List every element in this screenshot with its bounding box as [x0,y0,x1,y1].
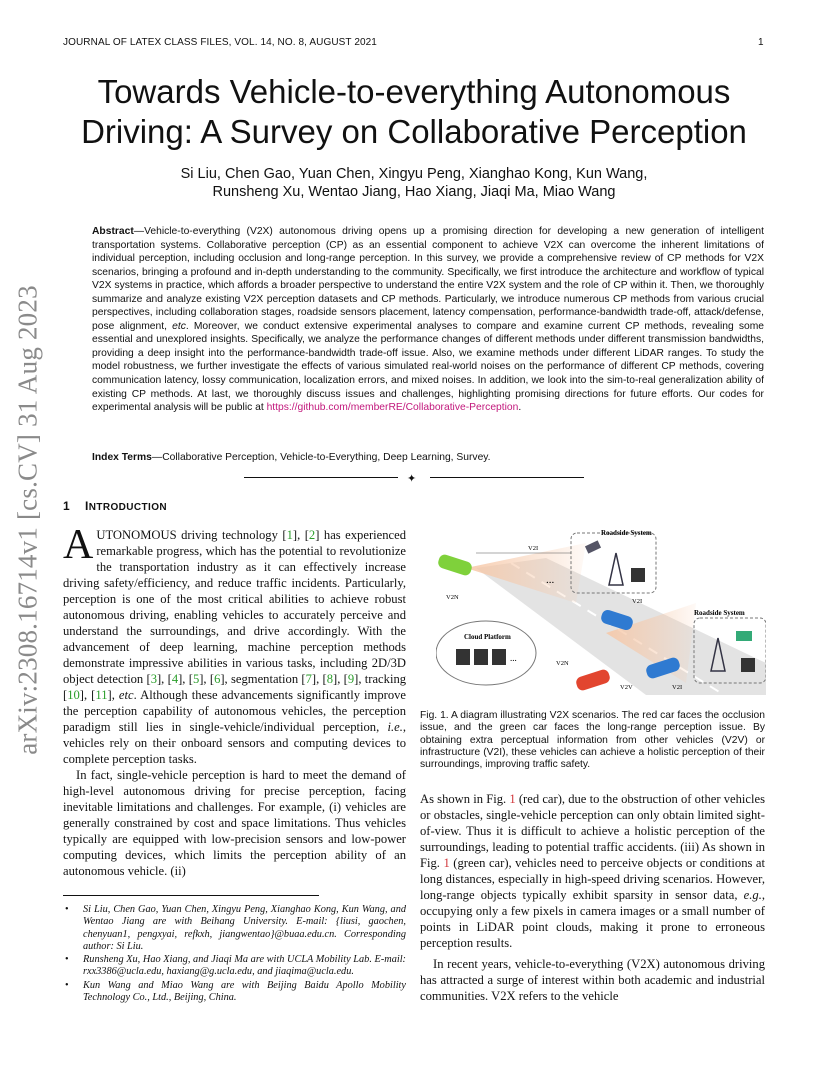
red-car [575,668,612,692]
camera-icon [585,540,601,553]
abstract-etc: etc [172,320,186,332]
section-title-rest: NTRODUCTION [88,502,168,513]
cloud-label: Cloud Platform [464,633,511,641]
index-terms-body: —Collaborative Perception, Vehicle-to-Everything, Deep Learning, Survey. [151,452,491,463]
v2i-top-label: V2I [528,545,539,552]
etc-italic: etc [118,688,134,702]
running-head: JOURNAL OF LATEX CLASS FILES, VOL. 14, NO. 8, AUGUST 2021 [63,37,377,48]
server-icon [741,658,755,672]
server-icon [492,649,506,665]
p1-text-b: ], [ [292,528,309,542]
sep-9: ], [107,688,119,702]
sep-2: ], [ [178,672,193,686]
rp1-text-d: , occupying only a few pixels in camera images or a small number of points in LiDAR point clouds, making it prone to erroneous perception results. [420,888,765,950]
server-icon [631,568,645,582]
footnote-item: • Runsheng Xu, Hao Xiang, and Jiaqi Ma are with UCLA Mobility Lab. E-mail: rxx3386@ucla.edu, haxiang@g.ucla.edu, and jiaqima@ucla.edu. [63,954,406,979]
footnote-item: • Kun Wang and Miao Wang are with Beijing Baidu Apollo Mobility Technology Co., Ltd., Beijing, China. [63,980,406,1005]
drop-cap: A [63,522,94,568]
tower-icon [609,553,623,585]
abstract [92,225,764,415]
figure-caption: Fig. 1. A diagram illustrating V2X scenarios. The red car faces the occlusion issue, and the green car faces the long-range perception issue. By obtaining extra perceptual information from other vehicles (V2V) or infrastructure (V2I), these vehicles can achieve a holistic perception of their surroundings, improving traffic safety. [420,710,765,771]
abstract-end: . [518,402,522,414]
sep-1: ], [ [156,672,172,686]
citation-7[interactable]: 7 [305,672,312,686]
footnote-item: • Si Liu, Chen Gao, Yuan Chen, Xingyu Peng, Xianghao Kong, Kun Wang, and Wentao Jiang are with Beihang University. E-mail: {liusi, gaochen, chenyuan1, pengxyai, refkxh, jiangwentao}@buaa.edu.cn. Corresponding author: Si Liu. [63,904,406,953]
v2n-left-label: V2N [446,594,459,601]
footnote-rule [63,895,319,896]
authors-line-1: Si Liu, Chen Gao, Yuan Chen, Xingyu Peng, Xianghao Kong, Kun Wang, [180,166,648,182]
sep-3: ], [ [199,672,215,686]
v2n-mid-label: V2N [556,660,569,667]
citation-4[interactable]: 4 [171,672,179,686]
abstract-label: Abstract [92,226,134,237]
v2i-right-label: V2I [672,684,683,691]
server-icon [456,649,470,665]
citation-2[interactable]: 2 [308,528,316,542]
divider-line-left [244,477,398,478]
citation-3[interactable]: 3 [150,672,157,686]
sep-7: ], tracking [ [63,672,407,702]
citation-6[interactable]: 6 [214,672,221,686]
paper-title [63,72,765,152]
green-car [437,553,474,577]
p1-text-c: ] has experienced remarkable progress, which has the potential to revolutionize the transportation industry as it can effectively increase driving safety/efficiency, and reduce traffic incidents. Particularly, perception is one of the most critical abilities to achieve robust autonomous driving, enabling vehicles to accurately perceive and understand the surroundings, and drive accordingly. With the advancement of deep learning, machine perception methods demonstrate impressive abilities in various tasks, including 2D/3D object detection [ [63,528,407,686]
section-title-first: I [85,499,89,513]
arxiv-stamp-text: arXiv:2308.16714v1 [cs.CV] 31 Aug 2023 [12,284,43,755]
abstract-body-2: . Moreover, we conduct extensive experimental analyses to compare and examine current CP methods, revealing some essential and unexplored insights. Specifically, we analyze the performance changes of different methods under different transmission bandwidths, providing a deep insight into the performance-bandwidth trade-off issue. Also, we examine methods under different LiDAR ranges. To study the model robustness, we further investigate the effects of various simulated real-world noises on the performance of different CP methods, covering communication latency, lossy communication, localization errors, and mixed noises. In addition, we look into the sim-to-real generalization ability of existing CP methods. At last, we thoroughly discuss issues and challenges, highlighting promising directions for future efforts. Our codes for experimental analysis will be public at [92,320,765,414]
p1-text-d: . Although these advancements significantly improve the perception capability of autonomous vehicles, the perception paradigm still lies in single-vehicle/individual perception, [63,688,407,734]
figure-ref-2[interactable]: 1 [443,856,450,870]
v2i-mid-label: V2I [632,598,643,605]
server-icon [474,649,488,665]
section-divider [244,472,584,485]
ie-italic: i.e. [387,720,403,734]
rp1-text-a: As shown in Fig. [420,792,510,806]
authors-line-2: Runsheng Xu, Wentao Jiang, Hao Xiang, Jiaqi Ma, Miao Wang [212,184,616,200]
code-link[interactable]: https://github.com/memberRE/Collaborative-Perception [266,402,519,414]
intro-paragraph-1 [63,522,407,767]
eg-italic: e.g. [743,888,762,902]
sep-4: ], segmentation [ [220,672,306,686]
index-terms [92,451,764,465]
p1-text-e: , vehicles rely on their onboard sensors and computing devices to complete perception tasks. [63,720,406,766]
roadside-top-label: Roadside System [601,529,652,537]
section-heading [63,499,167,513]
citation-10[interactable]: 10 [67,688,80,702]
sep-8: ], [ [79,688,96,702]
citation-8[interactable]: 8 [326,672,334,686]
right-paragraph-2: In recent years, vehicle-to-everything (V2X) autonomous driving has attracted a surge of interest within both academic and industrial communities. V2X refers to the vehicle [420,957,765,1003]
intro-paragraph-2: In fact, single-vehicle perception is hard to meet the demand of high-level autonomous driving for precise perception, facing inevitable limitations and challenges. For example, (i) vehicles are generally constrained by cost and space limitations. Thus vehicles typically are equipped with low-precision sensors and low-power computing devices, which limits the perception ability of an autonomous vehicle. (ii) [63,768,406,878]
v2x-diagram [436,523,766,703]
citation-5[interactable]: 5 [192,672,200,686]
citation-11[interactable]: 11 [95,688,108,702]
rp1-text-c: (green car), vehicles need to perceive objects or conditions at long distances, especially in high-speed driving scenarios. However, long-range objects typically exhibit sparsity in sensor data, [420,856,765,902]
footnotes [63,904,406,1005]
divider-diamond-icon: ✦ [407,472,417,485]
rp1-text-b: (red car), due to the obstruction of other vehicles or obstacles, single-vehicle perception can only obtain limited sight-of-view. Thus it is difficult to achieve a holistic perception of the surroundings, leading to potential traffic accidents. (iii) As shown in Fig. [420,792,765,870]
traffic-sign-icon [736,631,752,641]
cloud-ellipsis: ... [510,653,517,663]
arxiv-stamp [8,282,48,757]
right-paragraph-1 [420,791,765,951]
citation-9[interactable]: 9 [347,672,355,686]
title-line-2: Driving: A Survey on Collaborative Perception [81,113,747,150]
section-number: 1 [63,499,71,513]
lead-word: UTONOMOUS [96,528,177,542]
figure-ref-1[interactable]: 1 [509,792,516,806]
page-number: 1 [758,37,764,48]
p1-text-a: driving technology [ [176,528,287,542]
roadside-right-label: Roadside System [694,609,745,617]
sep-5: ], [ [311,672,327,686]
divider-line-right [430,477,584,478]
sep-6: ], [ [333,672,348,686]
author-list [63,165,765,201]
index-terms-label: Index Terms [92,452,152,463]
road-ellipsis: ... [546,574,555,586]
citation-1[interactable]: 1 [286,528,293,542]
title-line-1: Towards Vehicle-to-everything Autonomous [97,73,731,110]
abstract-body: —Vehicle-to-everything (V2X) autonomous driving opens up a promising direction for developing a new generation of intelligent transportation systems. Collaborative perception (CP) as an essential component to achieve V2X can overcome the inherent limitations of individual perception, including occlusion and long-range perception. In this survey, we provide a comprehensive review of CP methods for V2X scenarios, bringing a profound and in-depth understanding to the community. Specifically, we first introduce the architecture and workflow of typical V2X systems in practice, which affords a broader perspective to understand the entire V2X system and the role of CP within it. Then, we thoroughly summarize and analyze existing V2X perception datasets and CP methods. Particularly, we introduce numerous CP methods from various crucial perspectives, including collaboration stages, roadside sensors placement, latency compensation, performance-bandwidth trade-off, attack/defense, pose alignment, [92,226,764,332]
v2v-label: V2V [620,684,633,691]
left-column [63,522,407,879]
right-column [420,791,765,1004]
